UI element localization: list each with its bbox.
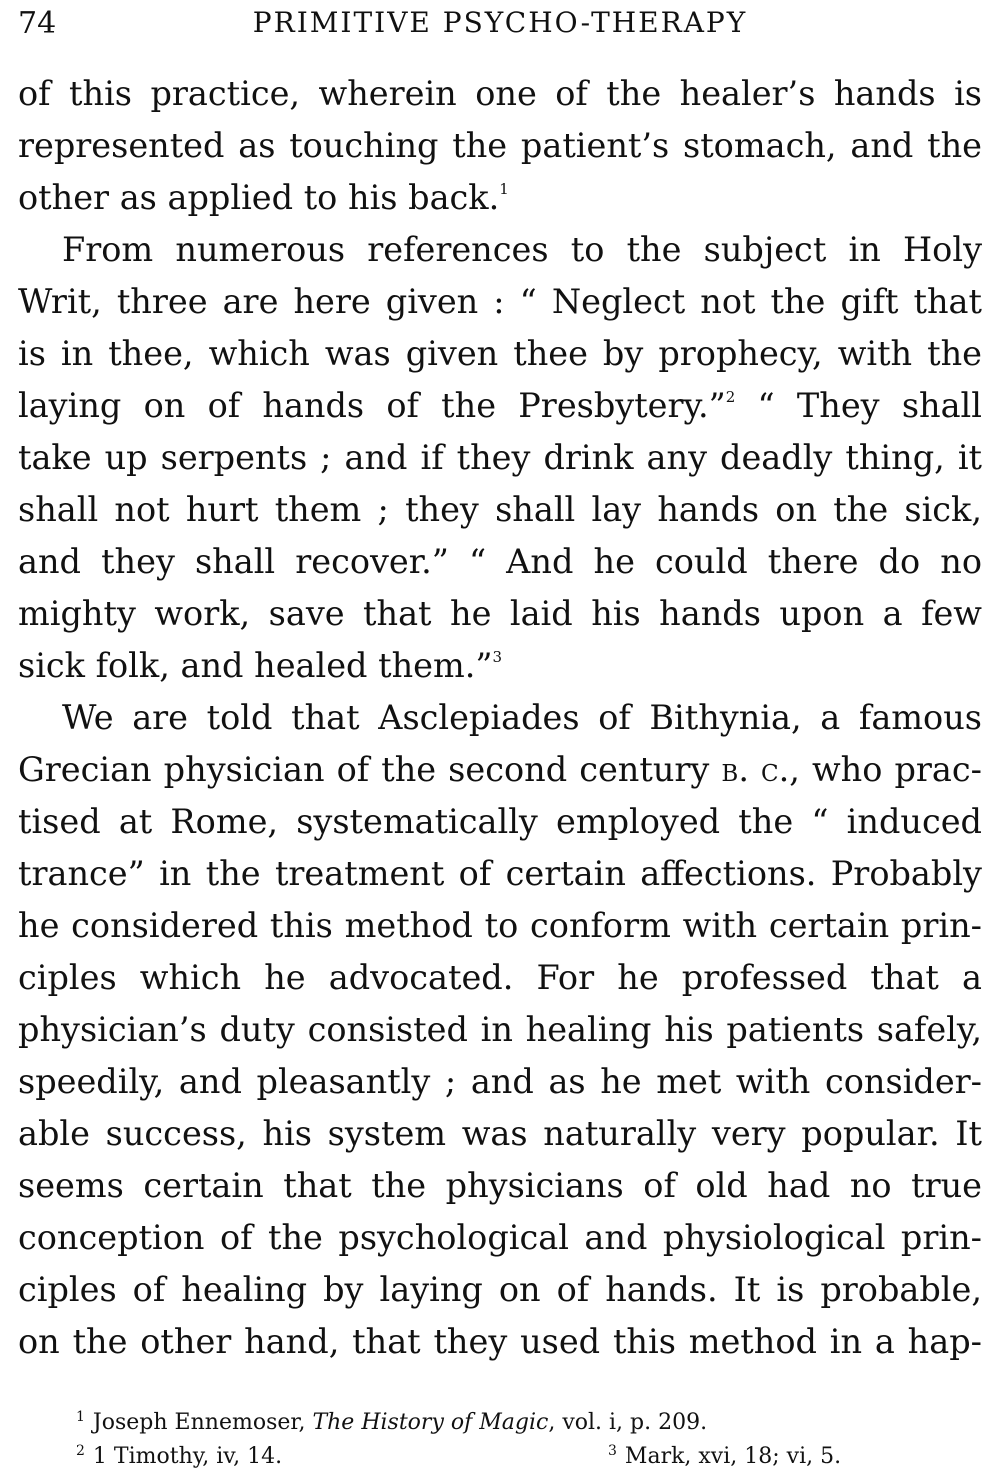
text-line: From numerous references to the subject in Holy xyxy=(62,230,982,269)
text-line: mighty work, save that he laid his hands upon a few xyxy=(18,594,982,633)
text-line xyxy=(18,640,982,692)
text-line: Writ, three are here given : “ Neglect not the gift that xyxy=(18,282,982,321)
footnote-row xyxy=(76,1434,956,1468)
footnote-row xyxy=(76,1400,956,1434)
footnote-ref: 3 xyxy=(492,648,503,666)
running-head: PRIMITIVE PSYCHO-THERAPY xyxy=(252,6,748,39)
footnotes xyxy=(76,1400,956,1468)
text-line: ciples which he advocated. For he professed that a xyxy=(18,958,982,997)
text-line: he considered this method to conform with certain prin- xyxy=(18,906,982,945)
text-line xyxy=(18,172,982,224)
text-line xyxy=(18,744,982,796)
text-run: other as applied to his back. xyxy=(18,178,500,217)
text-line: take up serpents ; and if they drink any deadly thing, it xyxy=(18,438,982,477)
footnote-ref: 1 xyxy=(499,180,509,198)
footnote-mark: 2 xyxy=(76,1443,85,1459)
text-line: tised at Rome, systematically employed the “ induced xyxy=(18,802,982,841)
text-line: We are told that Asclepiades of Bithynia, a famous xyxy=(62,698,982,737)
era-abbreviation: b. c. xyxy=(721,750,790,789)
body-text xyxy=(18,68,982,1368)
footnote-2 xyxy=(76,1434,282,1474)
text-line: represented as touching the patient’s stomach, and the xyxy=(18,126,982,165)
text-run: sick folk, and healed them.” xyxy=(18,646,493,685)
footnote-text: Joseph Ennemoser, xyxy=(92,1410,313,1435)
text-line: ciples of healing by laying on of hands. It is probable, xyxy=(18,1270,982,1309)
text-line: and they shall recover.” “ And he could there do no xyxy=(18,542,982,581)
book-title: The History of Magic xyxy=(312,1410,549,1435)
page-header xyxy=(18,2,982,46)
footnote-text: Mark, xvi, 18; vi, 5. xyxy=(624,1444,842,1469)
text-run: “ They shall xyxy=(735,386,982,425)
footnote-text: 1 Timothy, iv, 14. xyxy=(92,1444,283,1469)
footnote-text: , vol. i, p. 209. xyxy=(548,1410,708,1435)
text-line: speedily, and pleasantly ; and as he met with consider- xyxy=(18,1062,982,1101)
text-line: shall not hurt them ; they shall lay hands on the sick, xyxy=(18,490,982,529)
text-line: is in thee, which was given thee by prophecy, with the xyxy=(18,334,982,373)
text-line: on the other hand, that they used this method in a hap- xyxy=(18,1322,982,1361)
text-line: able success, his system was naturally very popular. It xyxy=(18,1114,982,1153)
text-line: of this practice, wherein one of the healer’s hands is xyxy=(18,74,982,113)
footnote-mark: 1 xyxy=(76,1409,85,1425)
text-line: physician’s duty consisted in healing his patients safely, xyxy=(18,1010,982,1049)
text-run: , who prac- xyxy=(789,750,982,789)
page-number: 74 xyxy=(18,6,57,41)
text-run: Grecian physician of the second century xyxy=(18,750,722,789)
text-line xyxy=(18,380,982,432)
footnote-mark: 3 xyxy=(608,1443,617,1459)
text-line: trance” in the treatment of certain affections. Probably xyxy=(18,854,982,893)
text-line: conception of the psychological and physiological prin- xyxy=(18,1218,982,1257)
footnote-3 xyxy=(608,1434,841,1474)
text-line: seems certain that the physicians of old had no true xyxy=(18,1166,982,1205)
footnote-ref: 2 xyxy=(725,388,736,406)
text-run: laying on of hands of the Presbytery.” xyxy=(18,386,726,425)
